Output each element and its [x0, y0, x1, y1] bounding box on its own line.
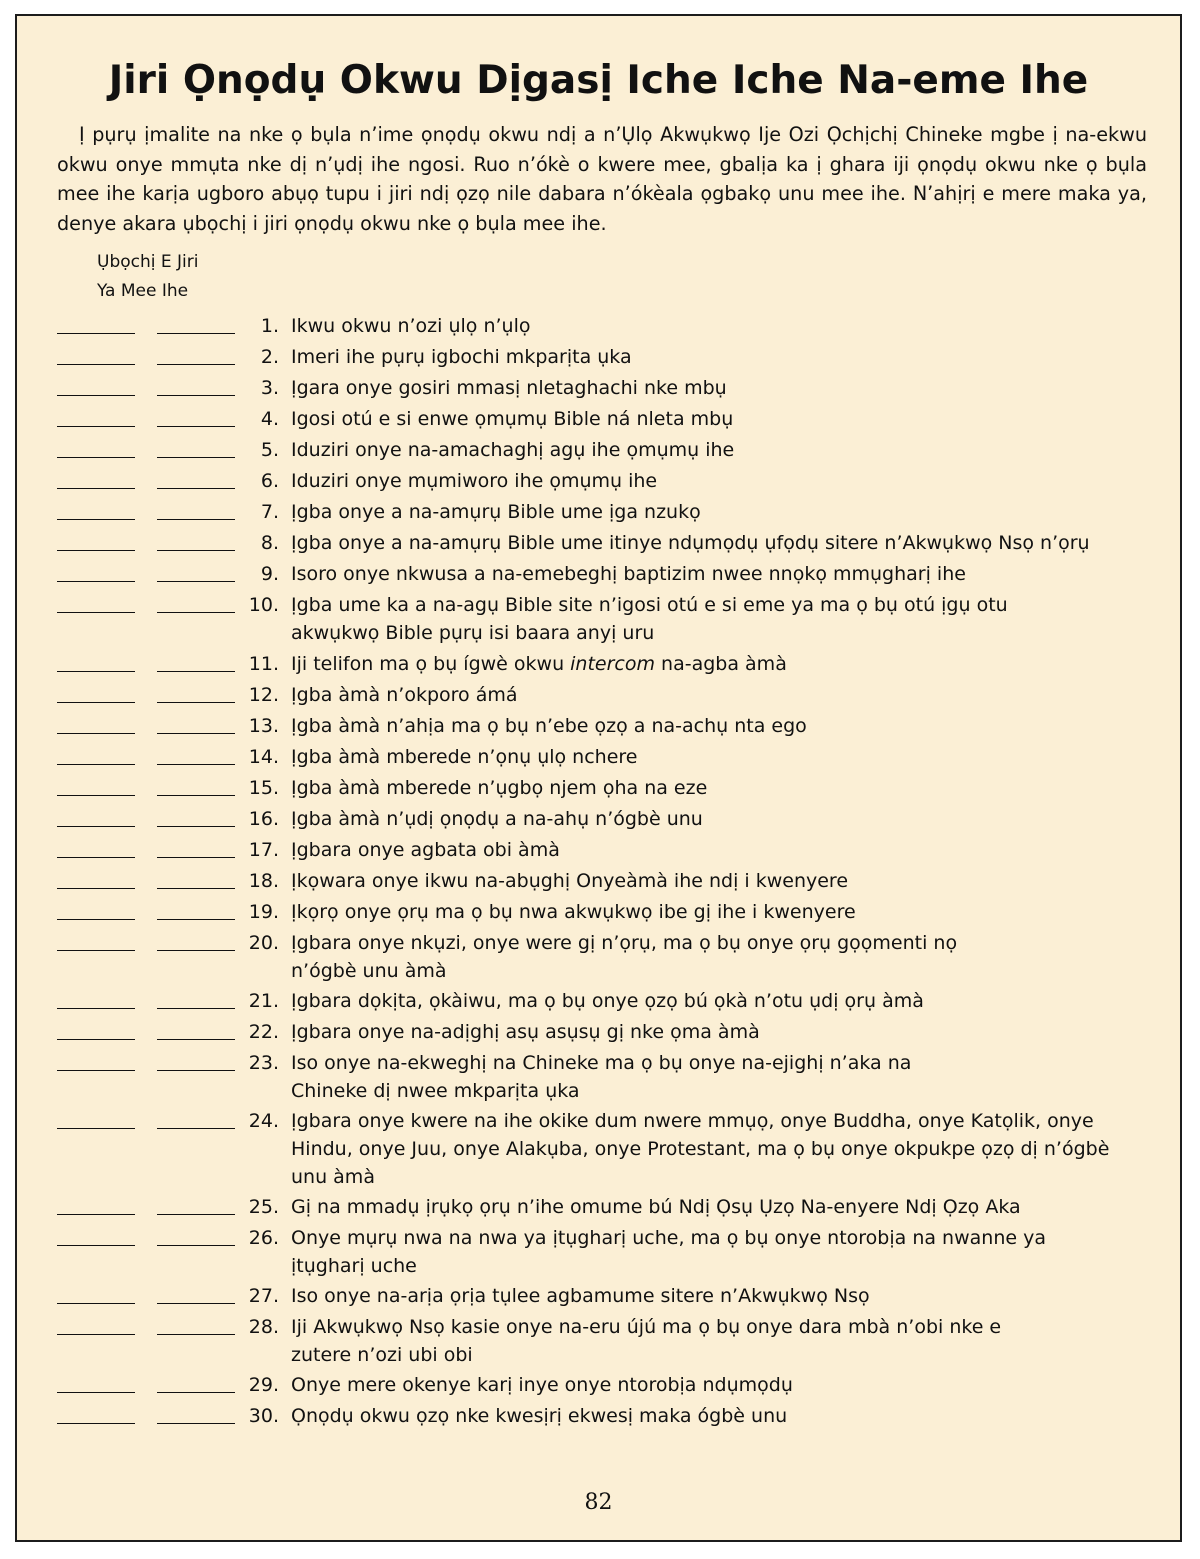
item-number: 27.: [248, 1285, 279, 1307]
item-text-italic: intercom: [570, 653, 656, 675]
date-blank-1[interactable]: [57, 1214, 135, 1215]
item-text: Ịgba àmà mberede n’ọnụ ụlọ nchere: [291, 746, 638, 768]
item-number: 18.: [248, 870, 279, 892]
date-blank-1[interactable]: [57, 1070, 135, 1071]
item-text: Onye mụrụ nwa na nwa ya ịtụgharị uche, ma ọ bụ onye ntorobịa na nwanne ya ịtụgharị uche: [291, 1227, 1046, 1277]
date-blank-1[interactable]: [57, 888, 135, 889]
date-blank-2[interactable]: [157, 888, 235, 889]
item-text: Ịgbara onye nkụzi, onye were gị n’ọrụ, ma ọ bụ onye ọrụ gọọmenti nọ n’ógbè unu àmà: [291, 932, 958, 982]
item-number: 16.: [248, 808, 279, 830]
item-text: Ọnọdụ okwu ọzọ nke kwesịrị ekwesị maka ógbè unu: [291, 1405, 788, 1427]
date-blank-2[interactable]: [157, 671, 235, 672]
date-blank-2[interactable]: [157, 1303, 235, 1304]
column-header-line1: Ụbọchị E Jiri: [97, 252, 199, 272]
date-blank-1[interactable]: [57, 364, 135, 365]
date-blank-1[interactable]: [57, 395, 135, 396]
worksheet-page: [15, 14, 1182, 1542]
date-blank-2[interactable]: [157, 519, 235, 520]
date-blank-1[interactable]: [57, 1039, 135, 1040]
date-blank-2[interactable]: [157, 795, 235, 796]
date-blank-1[interactable]: [57, 1245, 135, 1246]
item-number: 29.: [248, 1374, 279, 1396]
item-text: Imeri ihe pụrụ igbochi mkparịta ụka: [291, 346, 632, 368]
item-text: Ịgbara onye kwere na ihe okike dum nwere mmụọ, onye Buddha, onye Katọlik, onye Hindu, onye Juu, onye Alakụba, onye Protestant, ma ọ bụ onye okpukpe ọzọ dị n’ógbè unu àmà: [291, 1110, 1110, 1188]
item-text-part: na-agba àmà: [655, 653, 787, 675]
item-text: Ịgba onye a na-amụrụ Bible ume ịga nzukọ: [291, 501, 701, 523]
date-blank-2[interactable]: [157, 1214, 235, 1215]
item-number: 21.: [248, 990, 279, 1012]
date-blank-1[interactable]: [57, 1128, 135, 1129]
date-blank-2[interactable]: [157, 333, 235, 334]
item-text: Iji Akwụkwọ Nsọ kasie onye na-eru újú ma ọ bụ onye dara mbà n’obi nke e zutere n’ozi ubi obi: [291, 1316, 1002, 1366]
item-text: Ịgara onye gosiri mmasị nletaghachi nke mbụ: [291, 377, 727, 399]
date-blank-2[interactable]: [157, 488, 235, 489]
item-number: 1.: [260, 315, 279, 337]
item-number: 9.: [260, 563, 279, 585]
date-blank-1[interactable]: [57, 1423, 135, 1424]
date-blank-1[interactable]: [57, 764, 135, 765]
date-blank-2[interactable]: [157, 1070, 235, 1071]
date-blank-2[interactable]: [157, 1392, 235, 1393]
item-text: Igosi otú e si enwe ọmụmụ Bible ná nleta mbụ: [291, 408, 734, 430]
intro-paragraph: Ị pụrụ ịmalite na nke ọ bụla n’ime ọnọdụ okwu ndị a n’Ụlọ Akwụkwọ Ije Ozi Ọchịchị Chineke mgbe ị na-ekwu okwu onye mmụta nke dị n’ụdị ihe ngosi. Ruo n’ókè o kwere mee, gbalịa ka ị ghara iji ọnọdụ okwu nke ọ bụla mee ihe karịa ugboro abụọ tupu i jiri ndị ọzọ nile dabara n’ókèala ọgbakọ unu mee ihe. N’ahịrị e mere maka ya, denye akara ụbọchị i jiri ọnọdụ okwu nke ọ bụla mee ihe.: [57, 123, 1147, 235]
item-text: Ịgbara onye na-adịghị asụ asụsụ gị nke ọma àmà: [291, 1021, 760, 1043]
date-blank-2[interactable]: [157, 1039, 235, 1040]
item-number: 26.: [248, 1227, 279, 1249]
date-blank-1[interactable]: [57, 826, 135, 827]
item-text: Gị na mmadụ ịrụkọ ọrụ n’ihe omume bú Ndị Ọsụ Ụzọ Na-enyere Ndị Ọzọ Aka: [291, 1196, 1021, 1218]
item-number: 19.: [248, 901, 279, 923]
date-blank-1[interactable]: [57, 581, 135, 582]
item-text: Ịgba onye a na-amụrụ Bible ume itinye ndụmọdụ ụfọdụ sitere n’Akwụkwọ Nsọ n’ọrụ: [291, 532, 1090, 554]
date-blank-2[interactable]: [157, 426, 235, 427]
item-text: Ịkọwara onye ikwu na-abụghị Onyeàmà ihe ndị i kwenyere: [291, 870, 849, 892]
item-number: 6.: [260, 470, 279, 492]
item-number: 23.: [248, 1052, 279, 1074]
column-header-line2: Ya Mee Ihe: [97, 281, 189, 301]
date-blank-2[interactable]: [157, 826, 235, 827]
item-number: 12.: [248, 684, 279, 706]
date-blank-1[interactable]: [57, 919, 135, 920]
item-number: 17.: [248, 839, 279, 861]
date-blank-2[interactable]: [157, 364, 235, 365]
item-number: 11.: [248, 653, 279, 675]
date-blank-2[interactable]: [157, 950, 235, 951]
item-number: 3.: [260, 377, 279, 399]
item-text: Onye mere okenye karị inye onye ntorobịa ndụmọdụ: [291, 1374, 793, 1396]
item-text: Isoro onye nkwusa a na-emebeghị baptizim nwee nnọkọ mmụgharị ihe: [291, 563, 966, 585]
date-blank-2[interactable]: [157, 612, 235, 613]
item-text: [291, 650, 1151, 678]
item-text: Ịkọrọ onye ọrụ ma ọ bụ nwa akwụkwọ ibe gị ihe i kwenyere: [291, 901, 856, 923]
item-number: 20.: [248, 932, 279, 954]
date-blank-1[interactable]: [57, 950, 135, 951]
item-text-part: Iji telifon ma ọ bụ ígwè okwu: [291, 653, 571, 675]
item-number: 13.: [248, 715, 279, 737]
item-text: Ikwu okwu n’ozi ụlọ n’ụlọ: [291, 315, 531, 337]
item-text: Ịgba àmà n’okporo ámá: [291, 684, 518, 706]
item-number: 2.: [260, 346, 279, 368]
date-blank-2[interactable]: [157, 1008, 235, 1009]
item-number: 22.: [248, 1021, 279, 1043]
date-blank-2[interactable]: [157, 1423, 235, 1424]
item-text: Iduziri onye na-amachaghị agụ ihe ọmụmụ ihe: [291, 439, 735, 461]
date-blank-1[interactable]: [57, 519, 135, 520]
date-blank-1[interactable]: [57, 1334, 135, 1335]
date-blank-1[interactable]: [57, 612, 135, 613]
item-number: 30.: [248, 1405, 279, 1427]
item-number: 10.: [248, 594, 279, 616]
item-text: Ịgbara onye agbata obi àmà: [291, 839, 560, 861]
date-blank-2[interactable]: [157, 550, 235, 551]
date-blank-1[interactable]: [57, 550, 135, 551]
date-blank-2[interactable]: [157, 764, 235, 765]
date-blank-1[interactable]: [57, 1008, 135, 1009]
date-blank-1[interactable]: [57, 426, 135, 427]
item-text: Ịgbara dọkịta, ọkàiwu, ma ọ bụ onye ọzọ bú ọkà n’otu ụdị ọrụ àmà: [291, 990, 924, 1012]
date-blank-2[interactable]: [157, 1128, 235, 1129]
item-number: 28.: [248, 1316, 279, 1338]
date-blank-1[interactable]: [57, 1392, 135, 1393]
date-blank-1[interactable]: [57, 488, 135, 489]
item-number: 8.: [260, 532, 279, 554]
date-blank-1[interactable]: [57, 733, 135, 734]
date-blank-1[interactable]: [57, 1303, 135, 1304]
date-blank-1[interactable]: [57, 702, 135, 703]
date-blank-2[interactable]: [157, 395, 235, 396]
date-blank-1[interactable]: [57, 457, 135, 458]
date-blank-2[interactable]: [157, 581, 235, 582]
date-blank-2[interactable]: [157, 702, 235, 703]
item-text: Ịgba àmà n’ụdị ọnọdụ a na-ahụ n’ógbè unu: [291, 808, 703, 830]
item-number: 7.: [260, 501, 279, 523]
item-text: Iduziri onye mụmiworo ihe ọmụmụ ihe: [291, 470, 658, 492]
date-blank-2[interactable]: [157, 919, 235, 920]
item-text: Iso onye na-ekweghị na Chineke ma ọ bụ onye na-ejighị n’aka na Chineke dị nwee mkparịta ụka: [291, 1052, 912, 1102]
item-number: 4.: [260, 408, 279, 430]
date-blank-2[interactable]: [157, 733, 235, 734]
item-number: 15.: [248, 777, 279, 799]
date-blank-1[interactable]: [57, 671, 135, 672]
page-title: Jiri Ọnọdụ Okwu Dịgasị Iche Iche Na-eme Ihe: [108, 58, 1089, 103]
page-number: 82: [584, 1490, 613, 1515]
date-blank-1[interactable]: [57, 333, 135, 334]
date-blank-2[interactable]: [157, 457, 235, 458]
date-blank-1[interactable]: [57, 857, 135, 858]
item-text: Ịgba àmà n’ahịa ma ọ bụ n’ebe ọzọ a na-achụ nta ego: [291, 715, 807, 737]
item-number: 24.: [248, 1110, 279, 1132]
date-blank-2[interactable]: [157, 1245, 235, 1246]
date-blank-2[interactable]: [157, 857, 235, 858]
item-text: Ịgba ume ka a na-agụ Bible site n’igosi otú e si eme ya ma ọ bụ otú ịgụ otu akwụkwọ Bible pụrụ isi baara anyị uru: [291, 594, 1008, 644]
item-text: Iso onye na-arịa ọrịa tụlee agbamume sitere n’Akwụkwọ Nsọ: [291, 1285, 870, 1307]
date-blank-1[interactable]: [57, 795, 135, 796]
item-text: Ịgba àmà mberede n’ụgbọ njem ọha na eze: [291, 777, 708, 799]
item-number: 5.: [260, 439, 279, 461]
date-blank-2[interactable]: [157, 1334, 235, 1335]
item-number: 14.: [248, 746, 279, 768]
item-number: 25.: [248, 1196, 279, 1218]
